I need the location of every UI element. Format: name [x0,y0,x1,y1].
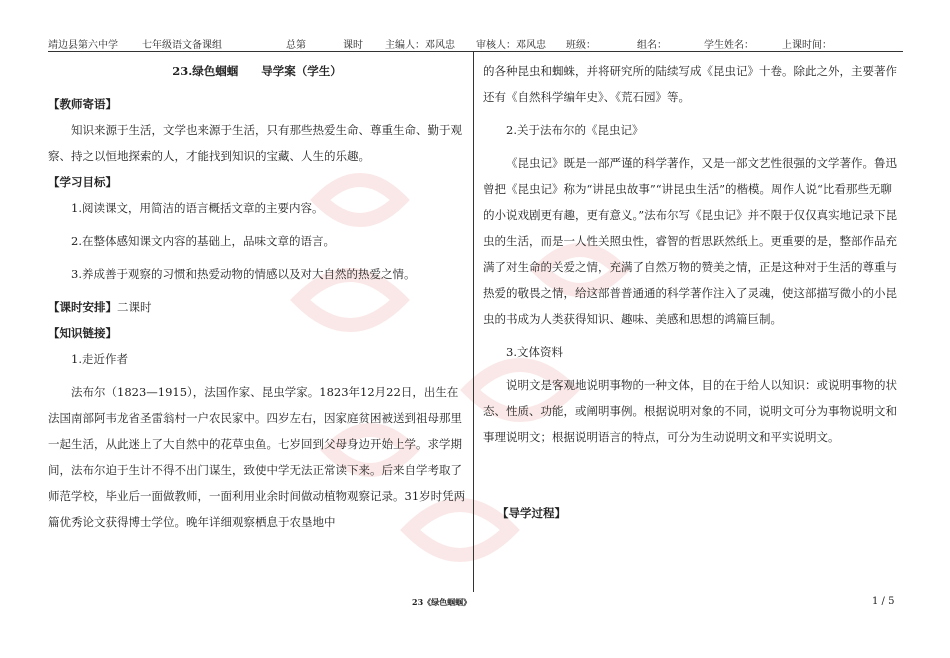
links-heading: 【知识链接】 [48,326,117,340]
header-total: 总第 [286,40,306,51]
goal-item-1: 1.阅读课文，用简洁的语言概括文章的主要内容。 [71,201,324,215]
style-text: 说明文是客观地说明事物的一种文体，目的在于给人以知识：或说明事物的状态、性质、功能，或阐明事例。根据说明对象的不同，说明文可分为事物说明文和事理说明文；根据说明语言的特点，可分为生动说明文和平实说明文。 [483,378,897,444]
schedule-heading: 【课时安排】 [48,300,117,314]
header-school: 靖边县第六中学 [48,40,118,51]
teacher-words-text: 知识来源于生活，文学也来源于生活，只有那些热爱生命、尊重生命、勤于观察、持之以恒地探索的人，才能找到知识的宝藏、人生的乐趣。 [48,123,462,163]
process-heading: 【导学过程】 [497,506,566,520]
style-heading: 3.文体资料 [506,345,563,359]
page-number: 1 / 5 [872,596,895,607]
header-period: 课时 [343,40,363,51]
schedule-line [48,294,466,320]
lesson-title: 23.绿色蝈蝈 导学案（学生） [172,64,342,78]
author-text: 法布尔（1823—1915），法国作家、昆虫学家。1823年12月22日，出生在法国南部阿韦龙省圣雷翁村一户农民家中。四岁左右，因家庭贫困被送到祖母那里一起生活，从此迷上了大自然中的花草虫鱼。七岁回到父母身边开始上学。求学期间，法布尔迫于生计不得不出门谋生，致使中学无法正常读下来。后来自学考取了师范学校，毕业后一面做教师，一面利用业余时间做动植物观察记录。31岁时凭两篇优秀论文获得博士学位。晚年详细观察栖息于农垦地中 [48,385,466,529]
author-text-continued: 的各种昆虫和蜘蛛，并将研究所的陆续写成《昆虫记》十卷。除此之外，主要著作还有《自然科学编年史》、《荒石园》等。 [483,64,897,104]
teacher-words-heading: 【教师寄语】 [48,97,117,111]
header-editor: 主编人：邓风忠 [385,40,455,51]
header-team: 组名： [637,40,667,51]
goal-item-3: 3.养成善于观察的习惯和热爱动物的情感以及对大自然的热爱之情。 [71,267,416,281]
right-column [483,58,903,526]
page-header [48,35,903,52]
header-reviewer: 审核人：邓风忠 [476,40,546,51]
schedule-value: 二课时 [117,300,152,314]
book-heading: 2.关于法布尔的《昆虫记》 [506,123,644,137]
footer-title: 23《绿色蝈蝈》 [412,597,472,607]
header-time: 上课时间： [782,40,832,51]
header-group: 七年级语文备课组 [142,40,222,51]
header-class: 班级： [566,40,596,51]
column-divider [473,52,474,592]
header-student: 学生姓名： [704,40,754,51]
author-heading: 1.走近作者 [71,352,128,366]
goals-heading: 【学习目标】 [48,175,117,189]
book-text: 《昆虫记》既是一部严谨的科学著作，又是一部文艺性很强的文学著作。鲁迅曾把《昆虫记》称为“讲昆虫故事”“讲昆虫生活”的楷模。周作人说“比看那些无聊的小说戏剧更有趣，更有意义。”法布尔写《昆虫记》并不限于仅仅真实地记录下昆虫的生活，而是一人性关照虫性，睿智的哲思跃然纸上。更重要的是，整部作品充满了对生命的关爱之情，充满了自然万物的赞美之情，正是这种对于生活的尊重与热爱的敬畏之情，给这部普普通通的科学著作注入了灵魂，使这部描写微小的小昆虫的书成为人类获得知识、趣味、美感和思想的鸿篇巨制。 [483,156,898,326]
left-column [48,58,466,535]
goal-item-2: 2.在整体感知课文内容的基础上，品味文章的语言。 [71,234,335,248]
